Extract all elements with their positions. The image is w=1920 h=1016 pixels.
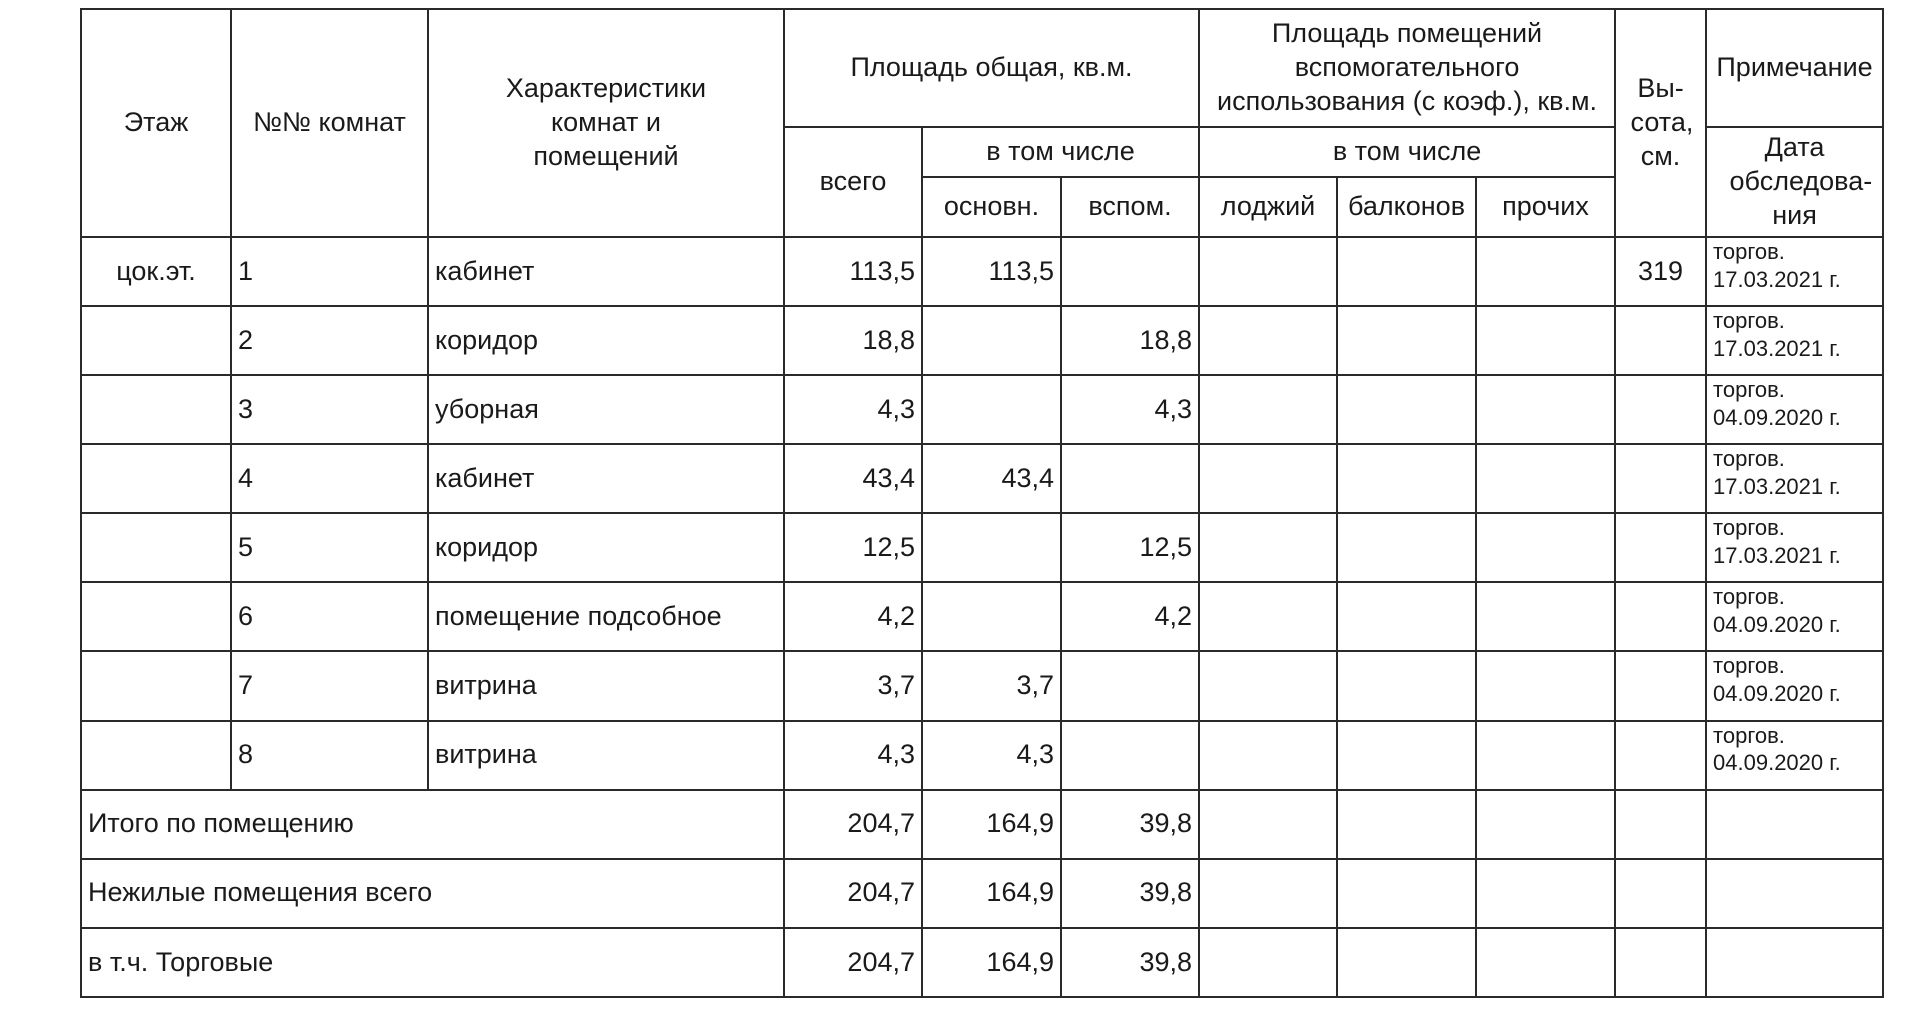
header-height-text: Вы-сота, см. bbox=[1630, 73, 1694, 171]
cell-balcony bbox=[1337, 237, 1476, 306]
totals-empty bbox=[1476, 790, 1615, 859]
cell-height bbox=[1615, 375, 1706, 444]
cell-room-number: 3 bbox=[231, 375, 428, 444]
note-type: торгов. bbox=[1713, 584, 1785, 610]
totals-empty bbox=[1476, 859, 1615, 928]
totals-empty bbox=[1199, 790, 1337, 859]
cell-note bbox=[1706, 513, 1883, 582]
totals-empty bbox=[1337, 790, 1476, 859]
cell-other bbox=[1476, 237, 1615, 306]
cell-balcony bbox=[1337, 513, 1476, 582]
totals-empty bbox=[1615, 928, 1706, 997]
cell-floor bbox=[81, 513, 231, 582]
cell-height bbox=[1615, 651, 1706, 720]
header-height bbox=[1615, 9, 1706, 237]
totals-empty bbox=[1615, 790, 1706, 859]
cell-loggia bbox=[1199, 306, 1337, 375]
cell-floor bbox=[81, 444, 231, 513]
note-date: 04.09.2020 г. bbox=[1713, 680, 1841, 706]
header-characteristics bbox=[428, 9, 784, 237]
table-row bbox=[81, 513, 1883, 582]
totals-empty bbox=[1706, 928, 1883, 997]
table-row bbox=[81, 237, 1883, 306]
totals-main: 164,9 bbox=[922, 928, 1061, 997]
cell-note bbox=[1706, 306, 1883, 375]
header-including: в том числе bbox=[922, 127, 1199, 177]
totals-label: Итого по помещению bbox=[81, 790, 784, 859]
totals-row bbox=[81, 859, 1883, 928]
totals-total: 204,7 bbox=[784, 928, 922, 997]
totals-total: 204,7 bbox=[784, 790, 922, 859]
cell-room-number: 1 bbox=[231, 237, 428, 306]
cell-aux bbox=[1061, 237, 1199, 306]
header-room-numbers: №№ комнат bbox=[231, 9, 428, 237]
cell-total: 113,5 bbox=[784, 237, 922, 306]
totals-empty bbox=[1615, 859, 1706, 928]
cell-aux: 4,2 bbox=[1061, 582, 1199, 651]
cell-main: 43,4 bbox=[922, 444, 1061, 513]
note-date: 04.09.2020 г. bbox=[1713, 750, 1841, 776]
header-survey-date-text: Дата обследова-ния bbox=[1729, 132, 1873, 230]
cell-room-name: кабинет bbox=[428, 237, 784, 306]
cell-floor bbox=[81, 306, 231, 375]
totals-empty bbox=[1199, 859, 1337, 928]
totals-empty bbox=[1337, 928, 1476, 997]
cell-total: 43,4 bbox=[784, 444, 922, 513]
note-type: торгов. bbox=[1713, 446, 1785, 472]
header-note: Примечание bbox=[1706, 9, 1883, 127]
totals-empty bbox=[1476, 928, 1615, 997]
cell-note bbox=[1706, 721, 1883, 790]
cell-balcony bbox=[1337, 444, 1476, 513]
cell-loggia bbox=[1199, 721, 1337, 790]
cell-room-name: витрина bbox=[428, 721, 784, 790]
header-characteristics-text: Характеристики комнат и помещений bbox=[505, 73, 707, 171]
cell-floor bbox=[81, 375, 231, 444]
totals-label: в т.ч. Торговые bbox=[81, 928, 784, 997]
note-type: торгов. bbox=[1713, 515, 1785, 541]
cell-room-number: 6 bbox=[231, 582, 428, 651]
totals-empty bbox=[1337, 859, 1476, 928]
totals-row bbox=[81, 928, 1883, 997]
cell-floor bbox=[81, 582, 231, 651]
cell-note bbox=[1706, 237, 1883, 306]
cell-main bbox=[922, 582, 1061, 651]
cell-height: 319 bbox=[1615, 237, 1706, 306]
cell-room-name: коридор bbox=[428, 306, 784, 375]
cell-total: 4,3 bbox=[784, 375, 922, 444]
cell-balcony bbox=[1337, 651, 1476, 720]
cell-total: 12,5 bbox=[784, 513, 922, 582]
cell-height bbox=[1615, 306, 1706, 375]
note-type: торгов. bbox=[1713, 722, 1785, 748]
header-total-area: Площадь общая, кв.м. bbox=[784, 9, 1199, 127]
header-including-aux: в том числе bbox=[1199, 127, 1615, 177]
header-balconies: балконов bbox=[1337, 177, 1476, 237]
cell-height bbox=[1615, 582, 1706, 651]
header-other: прочих bbox=[1476, 177, 1615, 237]
cell-main: 113,5 bbox=[922, 237, 1061, 306]
table-row bbox=[81, 306, 1883, 375]
cell-total: 4,3 bbox=[784, 721, 922, 790]
totals-total: 204,7 bbox=[784, 859, 922, 928]
header-loggias: лоджий bbox=[1199, 177, 1337, 237]
totals-empty bbox=[1706, 859, 1883, 928]
cell-balcony bbox=[1337, 375, 1476, 444]
header-aux-area-text: Площадь помещений вспомогательного использования (с коэф.), кв.м. bbox=[1217, 18, 1598, 116]
cell-main: 3,7 bbox=[922, 651, 1061, 720]
note-date: 04.09.2020 г. bbox=[1713, 404, 1841, 430]
cell-other bbox=[1476, 444, 1615, 513]
totals-empty bbox=[1199, 928, 1337, 997]
totals-aux: 39,8 bbox=[1061, 859, 1199, 928]
cell-floor bbox=[81, 651, 231, 720]
table-row bbox=[81, 582, 1883, 651]
note-type: торгов. bbox=[1713, 653, 1785, 679]
cell-other bbox=[1476, 306, 1615, 375]
cell-total: 3,7 bbox=[784, 651, 922, 720]
cell-room-number: 7 bbox=[231, 651, 428, 720]
totals-empty bbox=[1706, 790, 1883, 859]
cell-loggia bbox=[1199, 582, 1337, 651]
note-date: 17.03.2021 г. bbox=[1713, 335, 1841, 361]
cell-room-number: 5 bbox=[231, 513, 428, 582]
cell-loggia bbox=[1199, 237, 1337, 306]
cell-note bbox=[1706, 651, 1883, 720]
table-row bbox=[81, 651, 1883, 720]
totals-aux: 39,8 bbox=[1061, 928, 1199, 997]
cell-balcony bbox=[1337, 306, 1476, 375]
cell-loggia bbox=[1199, 651, 1337, 720]
cell-aux: 12,5 bbox=[1061, 513, 1199, 582]
table-row bbox=[81, 444, 1883, 513]
cell-note bbox=[1706, 375, 1883, 444]
cell-aux bbox=[1061, 651, 1199, 720]
cell-height bbox=[1615, 444, 1706, 513]
cell-loggia bbox=[1199, 444, 1337, 513]
totals-main: 164,9 bbox=[922, 859, 1061, 928]
cell-main: 4,3 bbox=[922, 721, 1061, 790]
cell-main bbox=[922, 306, 1061, 375]
totals-main: 164,9 bbox=[922, 790, 1061, 859]
header-aux-area bbox=[1199, 9, 1615, 127]
cell-room-number: 2 bbox=[231, 306, 428, 375]
cell-loggia bbox=[1199, 513, 1337, 582]
cell-other bbox=[1476, 375, 1615, 444]
note-date: 17.03.2021 г. bbox=[1713, 542, 1841, 568]
totals-label: Нежилые помещения всего bbox=[81, 859, 784, 928]
cell-room-name: кабинет bbox=[428, 444, 784, 513]
cell-room-number: 4 bbox=[231, 444, 428, 513]
cell-room-name: коридор bbox=[428, 513, 784, 582]
cell-aux: 18,8 bbox=[1061, 306, 1199, 375]
cell-balcony bbox=[1337, 721, 1476, 790]
cell-aux: 4,3 bbox=[1061, 375, 1199, 444]
note-type: торгов. bbox=[1713, 308, 1785, 334]
note-type: торгов. bbox=[1713, 377, 1785, 403]
cell-note bbox=[1706, 444, 1883, 513]
table-row bbox=[81, 721, 1883, 790]
room-explication-table bbox=[80, 8, 1884, 998]
note-date: 17.03.2021 г. bbox=[1713, 473, 1841, 499]
cell-room-number: 8 bbox=[231, 721, 428, 790]
cell-balcony bbox=[1337, 582, 1476, 651]
cell-note bbox=[1706, 582, 1883, 651]
totals-row bbox=[81, 790, 1883, 859]
note-date: 04.09.2020 г. bbox=[1713, 611, 1841, 637]
table-row bbox=[81, 375, 1883, 444]
note-date: 17.03.2021 г. bbox=[1713, 266, 1841, 292]
cell-floor: цок.эт. bbox=[81, 237, 231, 306]
cell-other bbox=[1476, 513, 1615, 582]
header-main: основн. bbox=[922, 177, 1061, 237]
cell-main bbox=[922, 375, 1061, 444]
cell-other bbox=[1476, 651, 1615, 720]
cell-room-name: помещение подсобное bbox=[428, 582, 784, 651]
cell-height bbox=[1615, 721, 1706, 790]
cell-total: 18,8 bbox=[784, 306, 922, 375]
cell-other bbox=[1476, 582, 1615, 651]
cell-floor bbox=[81, 721, 231, 790]
cell-total: 4,2 bbox=[784, 582, 922, 651]
header-all: всего bbox=[784, 127, 922, 237]
cell-other bbox=[1476, 721, 1615, 790]
cell-room-name: витрина bbox=[428, 651, 784, 720]
header-floor: Этаж bbox=[81, 9, 231, 237]
cell-loggia bbox=[1199, 375, 1337, 444]
cell-height bbox=[1615, 513, 1706, 582]
note-type: торгов. bbox=[1713, 239, 1785, 264]
cell-room-name: уборная bbox=[428, 375, 784, 444]
totals-aux: 39,8 bbox=[1061, 790, 1199, 859]
header-aux: вспом. bbox=[1061, 177, 1199, 237]
header-survey-date bbox=[1706, 127, 1883, 237]
cell-main bbox=[922, 513, 1061, 582]
cell-aux bbox=[1061, 721, 1199, 790]
cell-aux bbox=[1061, 444, 1199, 513]
